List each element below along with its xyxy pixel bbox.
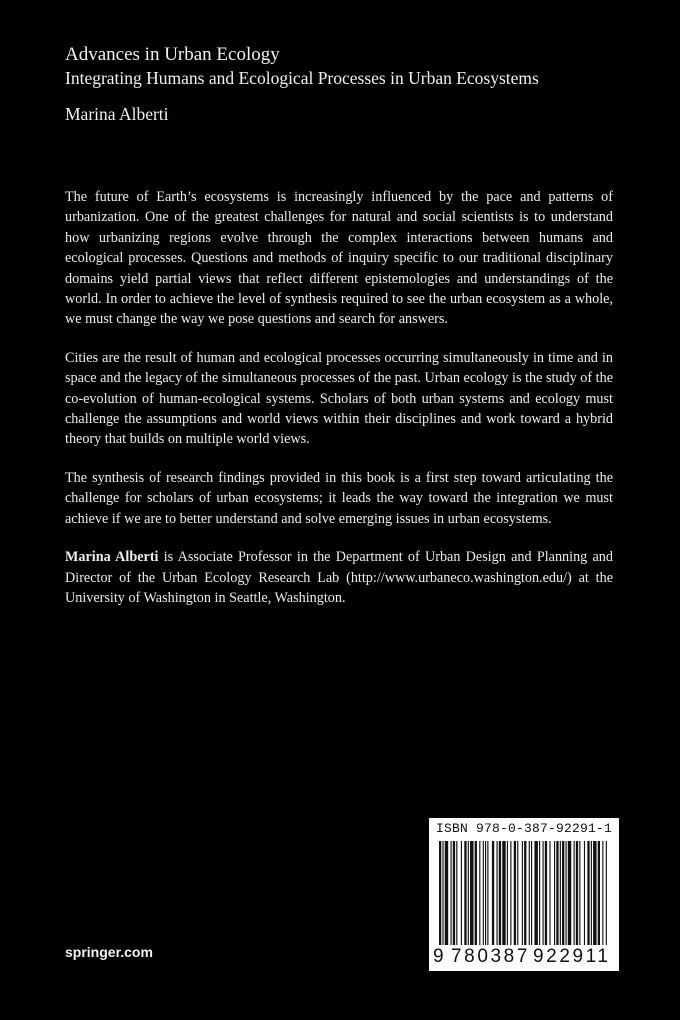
barcode-bar [545,841,547,945]
barcode-bar [507,841,508,945]
barcode-bar [579,841,580,945]
barcode-bar [606,841,607,945]
ean-right-group: 922911 [533,946,611,967]
barcode-bar [562,841,564,945]
barcode-bar [560,841,561,945]
barcode-bar [497,841,498,945]
barcode-bar [587,841,589,945]
barcode-bar [470,841,473,945]
barcode-bar [492,841,494,945]
barcode-bar [517,841,518,945]
barcode-bar [468,841,469,945]
ean-digits [429,946,619,968]
ean-left-group: 780387 [451,946,531,967]
author-bio [65,547,613,608]
barcode-bar [539,841,540,945]
barcode-bar [442,841,443,945]
barcode-bar [522,841,523,945]
blurb [65,187,613,626]
barcode-bar [510,841,511,945]
barcode-bar [439,841,441,945]
blurb-paragraph-1: The future of Earth’s ecosystems is increasingly influenced by the pace and patterns of urbanization. One of the greatest challenges for natural and social scientists is to understand how urbanizing regions evolve through the complex interactions between humans and ecological processes. Questions and methods of inquiry specific to our traditional disciplinary domains yield partial views that reflect different epistemologies and understandings of the world. In order to achieve the level of synthesis required to see the urban ecosystem as a whole, we must change the way we pose questions and search for answers. [65,189,613,328]
book-author: Marina Alberti [65,104,169,124]
barcode-bar [593,841,596,945]
ean-first-digit: 9 [433,946,444,967]
barcode-bar [502,841,505,945]
barcode-bar [456,841,457,945]
barcode-bar [591,841,592,945]
barcode-bar [464,841,466,945]
barcode-bar [554,841,555,945]
barcode-bar [531,841,532,945]
book-title: Advances in Urban Ecology [65,44,280,65]
book-subtitle: Integrating Humans and Ecological Processes in Urban Ecosystems [65,68,539,88]
barcode-bar [568,841,571,945]
barcode-bar [479,841,480,945]
barcode-bar [483,841,484,945]
barcode-bar [576,841,578,945]
barcode-bar [485,841,486,945]
publisher-url: springer.com [65,944,153,960]
barcode-bar [574,841,575,945]
barcode-bar [556,841,558,945]
barcode-bar [549,841,550,945]
barcode-bar [584,841,585,945]
barcode-bar [566,841,567,945]
barcode-bar [461,841,462,945]
barcode-bar [602,841,603,945]
barcode-bar [499,841,501,945]
barcode-bar [543,841,544,945]
blurb-paragraph-2: Cities are the result of human and ecological processes occurring simultaneously in time and in space and the legacy of the simultaneous processes of the past. Urban ecology is the study of the co-evolution of human-ecological systems. Scholars of both urban systems and ecology must challenge the assumptions and world views within their disciplines and work toward a hybrid theory that builds on multiple world views. [65,349,613,448]
barcode-bar [487,841,488,945]
isbn-barcode [429,818,619,971]
barcode-bar [524,841,526,945]
barcode-bar [451,841,452,945]
barcode-bar [475,841,477,945]
barcode-bar [534,841,537,945]
barcode-bar [453,841,455,945]
barcode-bar [598,841,600,945]
blurb-paragraph-3: The synthesis of research findings provided in this book is a first step toward articulating the challenge for scholars of urban ecosystems; it leads the way toward the integration we must achieve if we are to better understand and solve emerging issues in urban ecosystems. [65,469,613,527]
barcode-bar [529,841,530,945]
barcode-bar [514,841,516,945]
barcode-bar [445,841,448,945]
barcode-bars-graphic [437,841,611,947]
isbn-label: ISBN 978-0-387-92291-1 [435,821,613,836]
author-bio-name: Marina Alberti [65,549,159,566]
author-bio-text: is Associate Professor in the Department of Urban Design and Planning and Director of the Urban Ecology Research Lab (http://www.urbaneco.washington.edu/) at the University of Washington in Seattle, Washington. [65,549,613,606]
